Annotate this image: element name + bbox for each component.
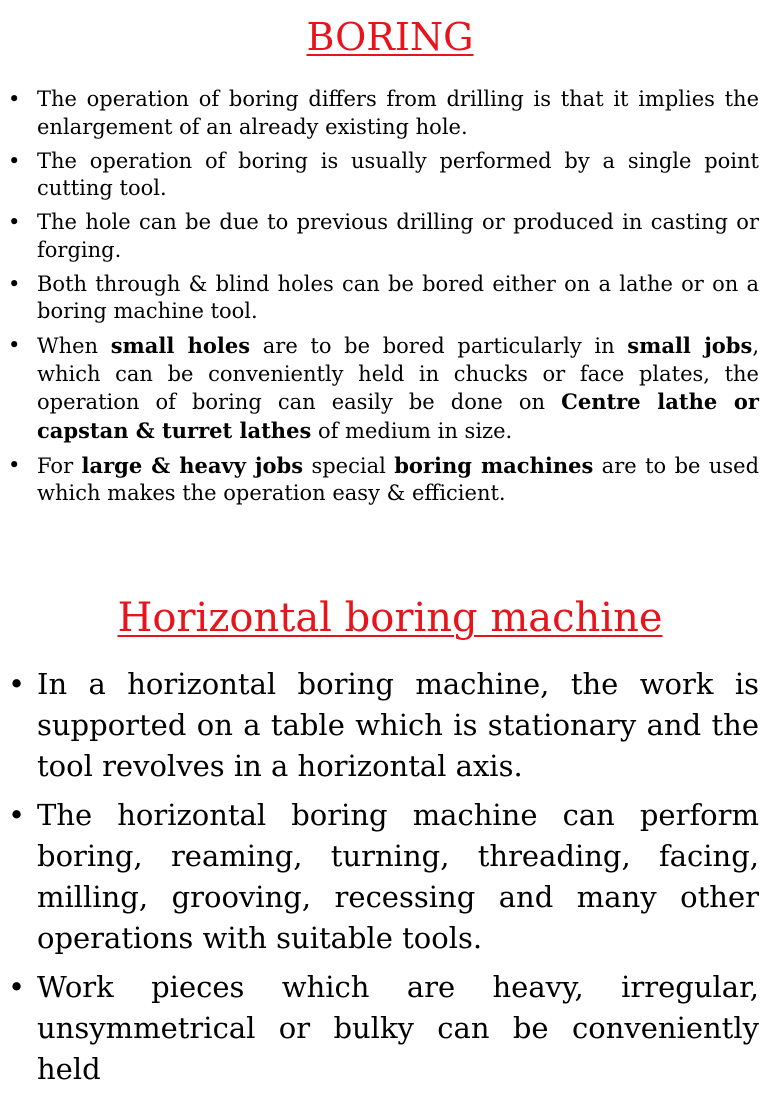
bullet-item xyxy=(8,452,759,508)
bullet-item xyxy=(8,795,759,959)
bullet-icon: • xyxy=(8,271,21,296)
bold-text: boring machines xyxy=(394,452,594,478)
text-segment: The hole can be due to previous drilling or produced in casting or forging. xyxy=(37,210,759,262)
text-segment: The operation of boring is usually performed by a single point cutting tool. xyxy=(37,148,759,200)
text-segment: special xyxy=(303,453,395,478)
bold-text: small holes xyxy=(110,333,251,358)
text-segment: are to be used which makes the operation easy & efficient. xyxy=(37,453,760,505)
text-segment: Work pieces which are heavy, irregular, unsymmetrical or bulky can be conveniently held xyxy=(37,970,759,1086)
text-segment: When xyxy=(37,334,111,358)
bullet-item xyxy=(8,271,759,326)
text-segment: The horizontal boring machine can perform boring, reaming, turning, threading, facing, milling, grooving, recessing and many other operations with suitable tools. xyxy=(37,798,759,955)
bold-text: small jobs xyxy=(627,333,753,358)
bullet-icon: • xyxy=(8,798,26,832)
text-segment: , which can be conveniently held in chucks or face plates, the operation of boring can easily be done on xyxy=(37,334,759,414)
bullet-item xyxy=(8,148,759,203)
bold-text: Centre lathe or capstan & turret lathes xyxy=(37,389,759,443)
bullet-icon: • xyxy=(8,667,26,701)
text-segment: In a horizontal boring machine, the work is supported on a table which is stationary and the tool revolves in a horizontal axis. xyxy=(37,667,759,783)
horizontal-boring-machine-title: Horizontal boring machine xyxy=(117,595,663,641)
horizontal-boring-bullet-list xyxy=(8,664,759,1098)
text-segment: of medium in size. xyxy=(311,418,513,443)
bullet-item xyxy=(8,209,759,264)
boring-title: BORING xyxy=(306,15,474,59)
text-segment: For xyxy=(37,453,82,478)
bullet-item xyxy=(8,86,759,141)
bullet-icon: • xyxy=(8,87,21,111)
boring-bullet-list xyxy=(8,86,759,514)
text-segment: are to be bored particularly in xyxy=(250,334,628,358)
bullet-item xyxy=(8,967,759,1090)
text-segment: The operation of boring differs from drilling is that it implies the enlargement of an already existing hole. xyxy=(37,87,759,139)
bullet-icon: • xyxy=(8,210,21,234)
bold-text: large & heavy jobs xyxy=(81,452,304,478)
bullet-item xyxy=(8,664,759,787)
bullet-icon: • xyxy=(8,970,26,1004)
bullet-icon: • xyxy=(8,452,21,477)
bullet-icon: • xyxy=(8,148,21,173)
bullet-item xyxy=(8,332,759,445)
bullet-icon: • xyxy=(8,333,21,357)
text-segment: Both through & blind holes can be bored either on a lathe or on a boring machine tool. xyxy=(37,271,759,323)
